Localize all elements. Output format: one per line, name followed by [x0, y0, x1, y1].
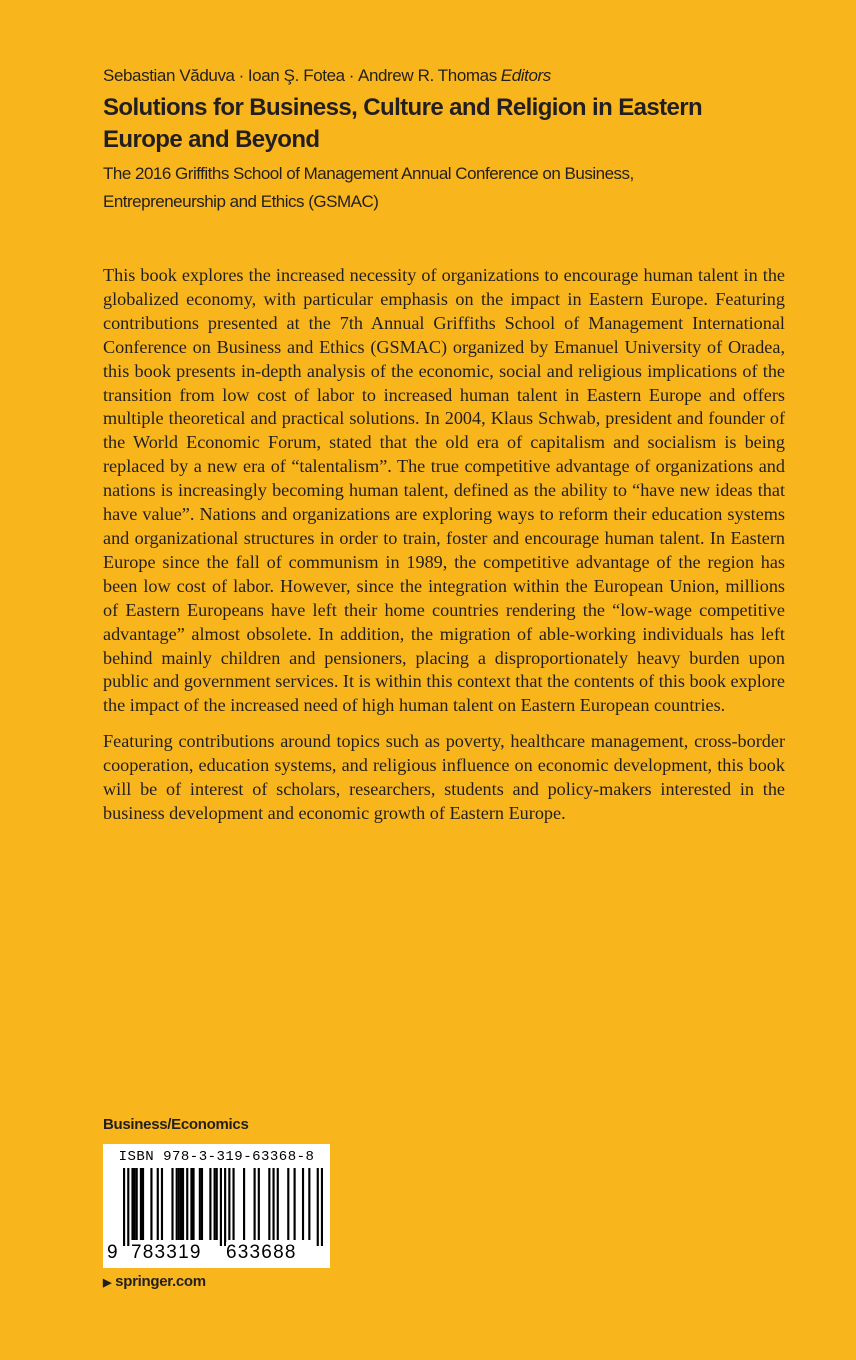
barcode-bar: [142, 1168, 144, 1240]
editors-line: [103, 66, 551, 86]
barcode-bar: [178, 1168, 180, 1240]
barcode-bar: [216, 1168, 218, 1240]
barcode-bar: [171, 1168, 173, 1240]
barcode-bar: [272, 1168, 274, 1240]
isbn-label: ISBN 978-3-319-63368-8: [118, 1149, 315, 1165]
publisher-website[interactable]: [103, 1273, 206, 1290]
ean-right-group: 633688: [226, 1242, 297, 1263]
barcode-bar: [127, 1168, 129, 1246]
barcode-bar: [220, 1168, 222, 1246]
barcode-bar: [131, 1168, 133, 1240]
description-paragraph: This book explores the increased necessity of organizations to encourage human talent in the globalized economy, with particular emphasis on the impact in Eastern Europe. Featuring contributions presented at the 7th Annual Griffiths School of Management International Conference on Business and Ethics (GSMAC) organized by Emanuel University of Oradea, this book presents in-depth analysis of the economic, social and religious implications of the transition from low cost of labor to increased human talent in Eastern Europe and offers multiple theoretical and practical solutions. In 2004, Klaus Schwab, president and founder of the World Economic Forum, stated that the old era of capitalism and socialism is being replaced by a new era of “talentalism”. The true competitive advantage of organizations and nations is increasingly becoming human talent, defined as the ability to “have new ideas that have value”. Nations and organizations are exploring ways to reform their education systems and organizational structures in order to train, foster and encourage human talent. In Eastern Europe since the fall of communism in 1989, the competitive advantage of the region has been low cost of labor. However, since the integration within the European Union, millions of Eastern Europeans have left their home countries rendering the “low-wage competitive advantage” almost obsolete. In addition, the migration of able-working individuals has left behind mainly children and pensioners, placing a disproportionately heavy burden upon public and government services. It is within this context that the contents of this book explore the impact of the increased need of high human talent on Eastern European countries.: [103, 265, 785, 716]
barcode-bar: [134, 1168, 136, 1240]
barcode-bar: [161, 1168, 163, 1240]
barcode-bar: [157, 1168, 159, 1240]
barcode-bar: [214, 1168, 216, 1240]
barcode-bar: [243, 1168, 245, 1240]
book-subtitle: The 2016 Griffiths School of Management Annual Conference on Business, Entrepreneurship and Ethics (GSMAC): [103, 164, 634, 211]
barcode-bar: [268, 1168, 270, 1240]
barcode-bar: [228, 1168, 230, 1240]
barcode-bar: [186, 1168, 188, 1240]
barcode-bar: [140, 1168, 142, 1240]
barcode-bar: [123, 1168, 125, 1246]
barcode-bar: [199, 1168, 201, 1240]
barcode-bar: [224, 1168, 226, 1246]
barcode-bar: [192, 1168, 194, 1240]
barcode-bar: [232, 1168, 234, 1240]
description-paragraph: Featuring contributions around topics such as poverty, healthcare management, cross-border cooperation, education systems, and religious influence on economic development, this book will be of interest of scholars, researchers, students and policy-makers interested in the business development and economic growth of Eastern Europe.: [103, 731, 785, 823]
barcode-bar: [317, 1168, 319, 1246]
barcode-bars: [123, 1168, 323, 1246]
barcode-bar: [150, 1168, 152, 1240]
arrow-right-icon: ▶: [103, 1277, 112, 1289]
subject-category: Business/Economics: [103, 1116, 249, 1133]
barcode-bar: [321, 1168, 323, 1246]
editor-name: Andrew R. Thomas: [358, 66, 497, 85]
barcode-bar: [294, 1168, 296, 1240]
barcode-bar: [176, 1168, 178, 1240]
website-link[interactable]: springer.com: [115, 1273, 206, 1290]
barcode-bar: [190, 1168, 192, 1240]
barcode-bar: [258, 1168, 260, 1240]
barcode-bar: [182, 1168, 184, 1240]
ean-first-digit: 9: [107, 1242, 119, 1263]
barcode-bar: [201, 1168, 203, 1240]
barcode-bar: [302, 1168, 304, 1240]
editor-name: Ioan Ş. Fotea: [247, 66, 345, 85]
barcode-bar: [209, 1168, 211, 1240]
editors-role: Editors: [500, 66, 551, 85]
editor-name: Sebastian Văduva: [103, 66, 235, 85]
book-title: Solutions for Business, Culture and Religion in Eastern Europe and Beyond: [103, 94, 703, 153]
ean-digits: [103, 1242, 330, 1266]
book-description: [103, 264, 785, 826]
barcode-bar: [287, 1168, 289, 1240]
editor-separator: ·: [348, 66, 354, 85]
barcode-bar: [277, 1168, 279, 1240]
ean-left-group: 783319: [131, 1242, 202, 1263]
barcode-bar: [308, 1168, 310, 1240]
barcode-bar: [136, 1168, 138, 1240]
barcode-bar: [254, 1168, 256, 1240]
isbn-barcode: [103, 1144, 330, 1268]
barcode-bar: [180, 1168, 182, 1240]
editor-separator: ·: [238, 66, 244, 85]
